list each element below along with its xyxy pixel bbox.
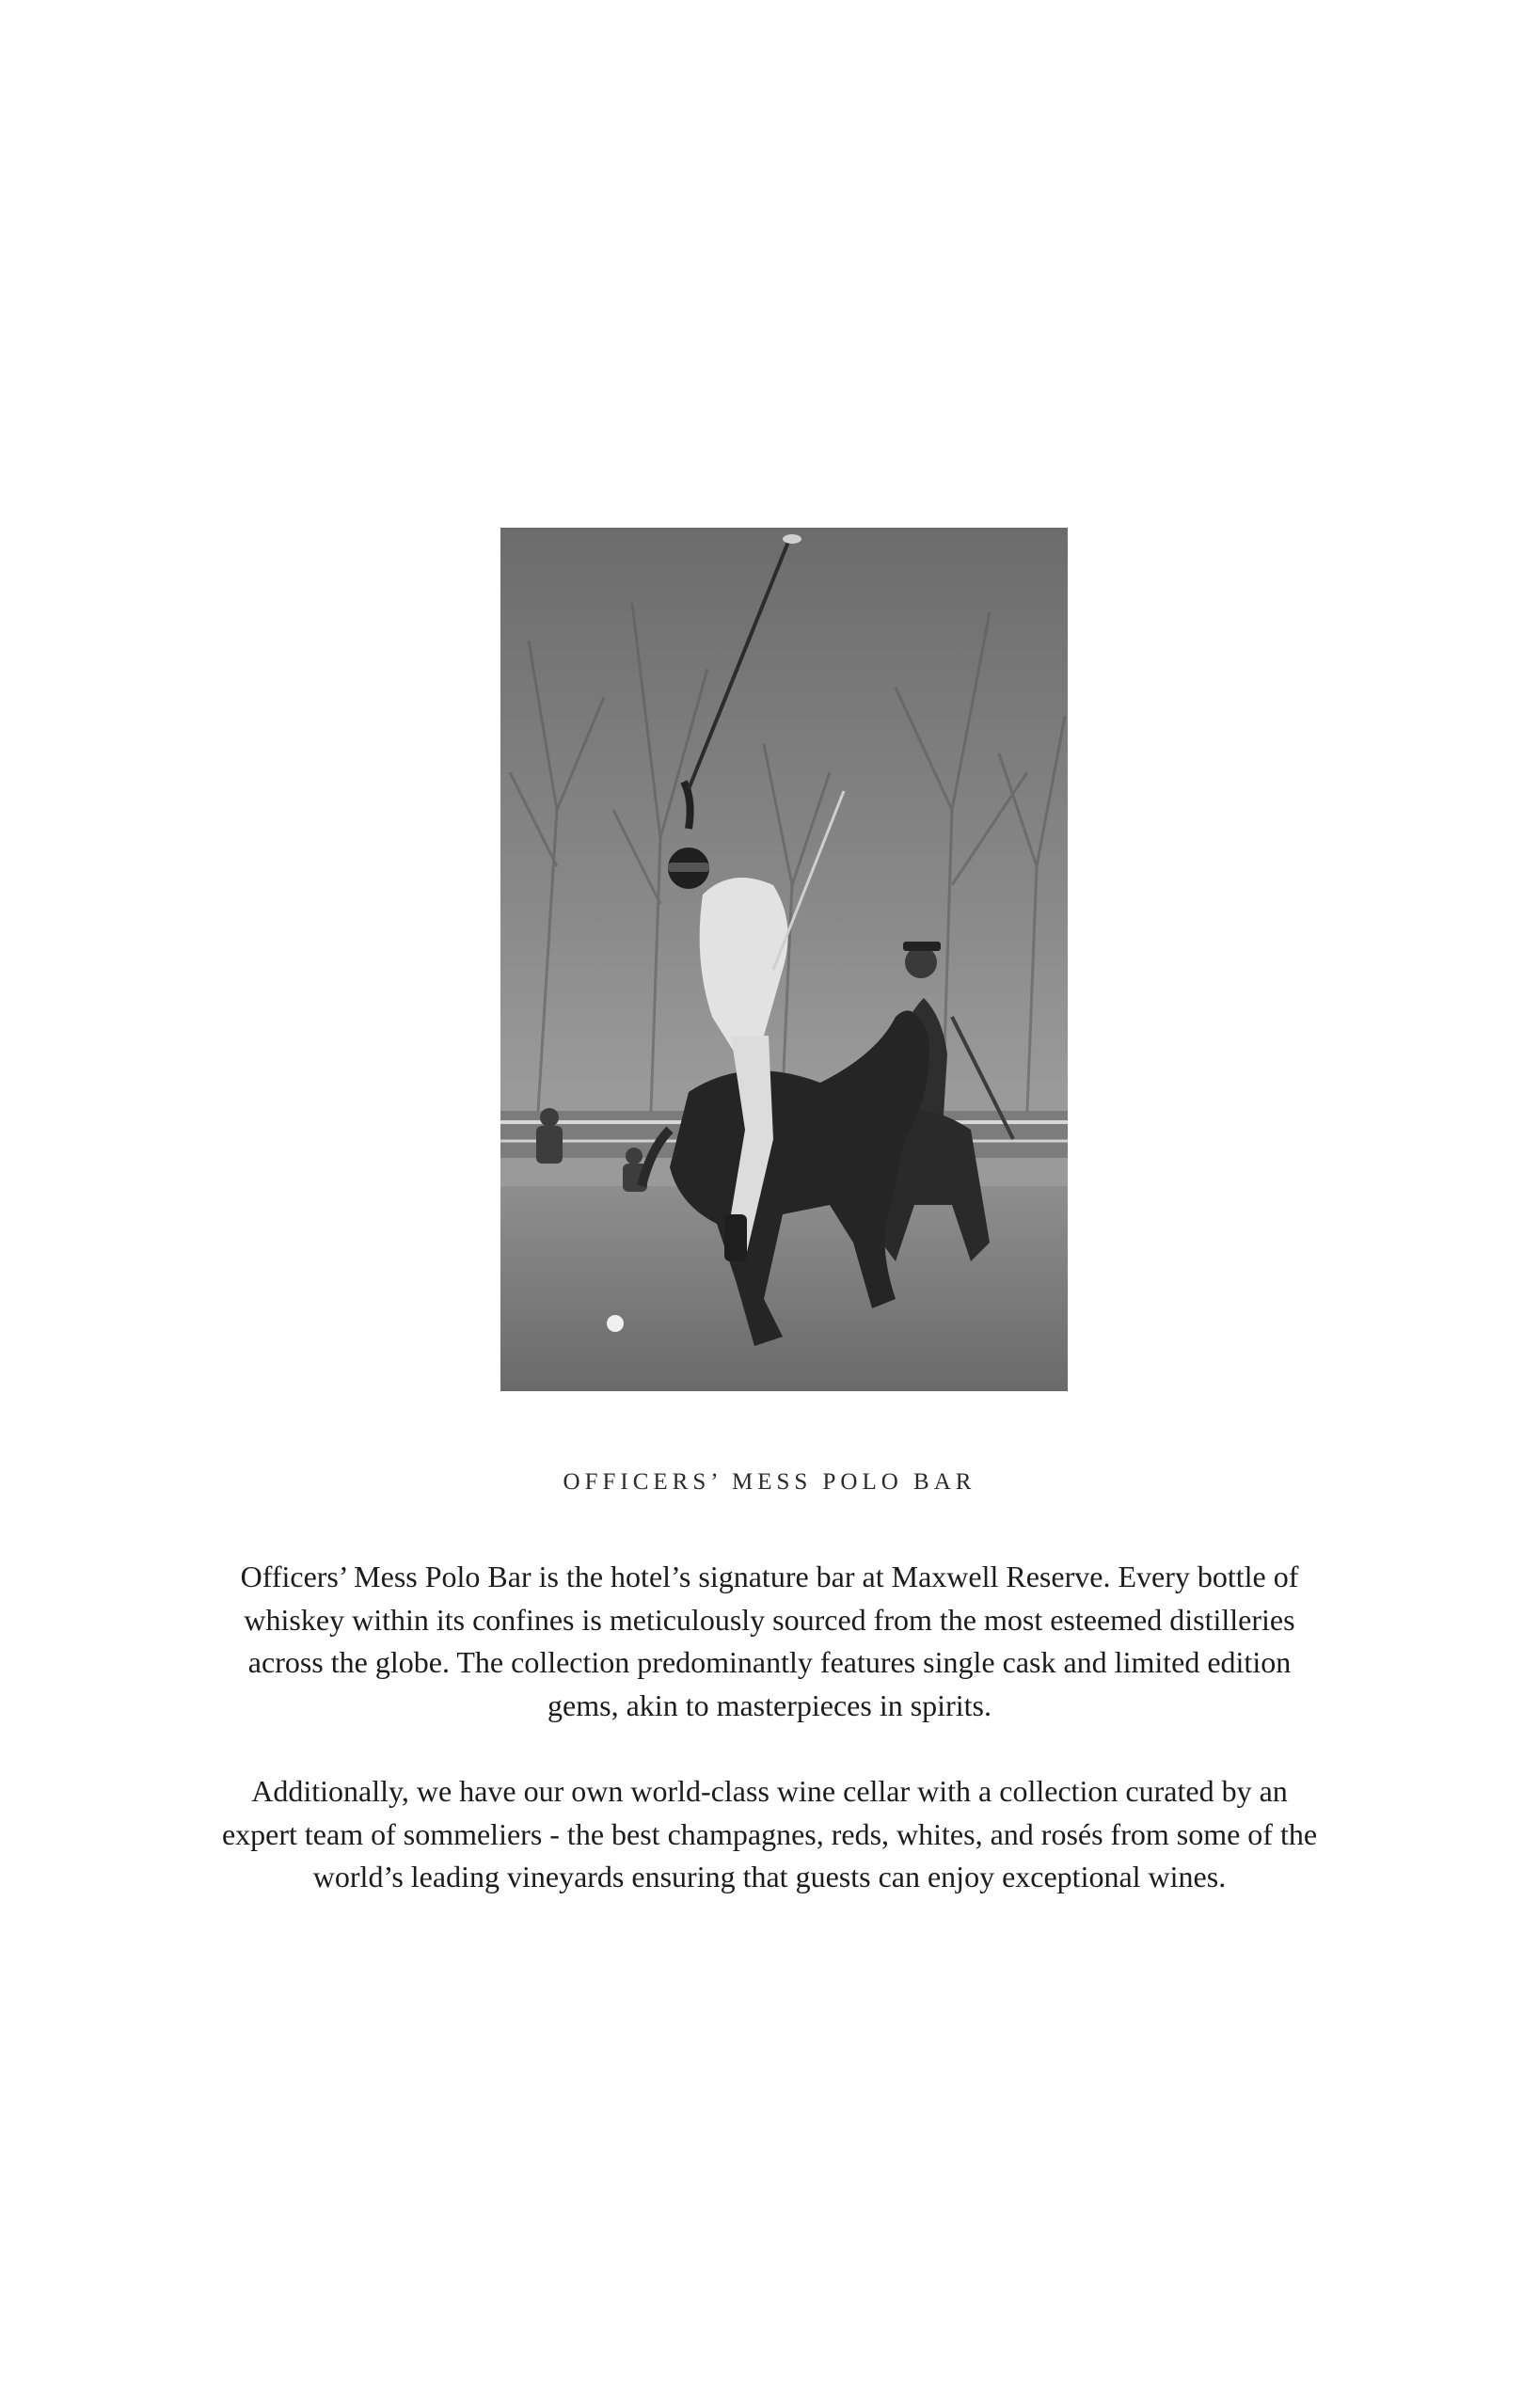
section-heading: OFFICERS’ MESS POLO BAR xyxy=(563,1469,976,1495)
description-paragraph-1: Officers’ Mess Polo Bar is the hotel’s signature bar at Maxwell Reserve. Every bottle of whiskey within its confines is meticulously sourced from the most esteemed distilleries across the globe. The collection predominantly features single cask and limited edition gems, akin to masterpieces in spirits. xyxy=(240,1560,1299,1722)
polo-ball xyxy=(607,1315,624,1332)
polo-photo xyxy=(500,528,1068,1391)
polo-photo-illustration xyxy=(500,528,1068,1391)
description-paragraph-2: Additionally, we have our own world-class wine cellar with a collection curated by an expert team of sommeliers - the best champagnes, reds, whites, and rosés from some of the world’s leading vineyards ensuring that guests can enjoy exceptional wines. xyxy=(221,1774,1318,1893)
